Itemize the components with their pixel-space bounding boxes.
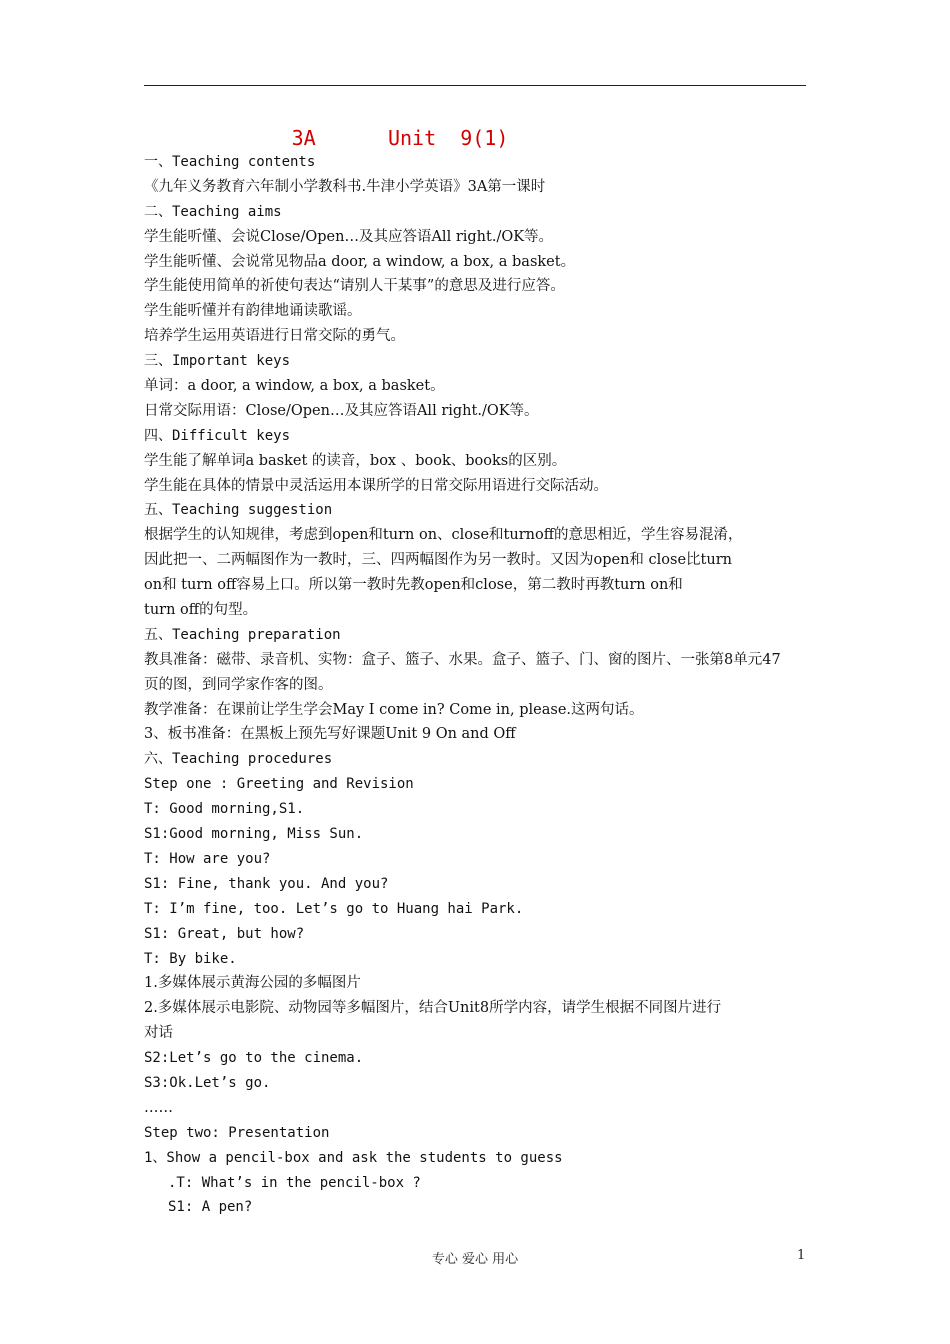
text-line: 1、Show a pencil-box and ask the students to guess (144, 1149, 563, 1166)
text-line: 对话 (144, 1025, 173, 1042)
text-line: S1: Fine, thank you. And you? (144, 875, 389, 892)
text-line: S2:Let’s go to the cinema. (144, 1050, 364, 1067)
text-line: 学生能使用简单的祈使句表达“请别人干某事”的意思及进行应答。 (144, 278, 565, 295)
document-title: 3A Unit 9(1) (291, 126, 509, 150)
text-line: on和 turn off容易上口。所以第一教时先教open和close，第二教时再教turn on和 (144, 577, 683, 594)
text-line: …… (144, 1099, 173, 1116)
text-line: 日常交际用语：Close/Open…及其应答语All right./OK等。 (144, 402, 539, 419)
text-line: 《九年义务教育六年制小学教科书.牛津小学英语》3A第一课时 (144, 178, 546, 195)
text-line: turn off的句型。 (144, 602, 258, 619)
text-line: 教具准备：磁带、录音机、实物：盒子、篮子、水果。盒子、篮子、门、窗的图片、一张第8单元47 (144, 651, 781, 668)
text-line: .T: What’s in the pencil-box ? (168, 1174, 421, 1191)
header-rule (144, 85, 806, 86)
text-line: 页的图，到同学家作客的图。 (144, 676, 333, 693)
text-line: 2.多媒体展示电影院、动物园等多幅图片，结合Unit8所学内容，请学生根据不同图片进行 (144, 1000, 722, 1017)
page-footer: 专心 爱心 用心 (431, 1252, 519, 1267)
text-line: Step one : Greeting and Revision (144, 776, 414, 793)
text-line: 学生能了解单词a basket 的读音，box 、book、books的区别。 (144, 452, 567, 469)
text-line: S1:Good morning, Miss Sun. (144, 826, 364, 843)
text-line: 学生能在具体的情景中灵活运用本课所学的日常交际用语进行交际活动。 (144, 477, 608, 494)
text-line: 二、Teaching aims (144, 203, 282, 220)
text-line: T: Good morning,S1. (144, 801, 305, 818)
text-line: 学生能听懂、会说常见物品a door, a window, a box, a basket。 (144, 253, 576, 270)
text-line: 三、Important keys (144, 353, 291, 370)
text-line: T: I’m fine, too. Let’s go to Huang hai Park. (144, 900, 524, 917)
text-line: S1: Great, but how? (144, 925, 305, 942)
text-line: S3:Ok.Let’s go. (144, 1074, 271, 1091)
text-line: 因此把一、二两幅图作为一教时，三、四两幅图作为另一教时。又因为open和 close比turn (144, 552, 732, 569)
text-line: 3、板书准备：在黑板上预先写好课题Unit 9 On and Off (144, 726, 516, 743)
text-line: 六、Teaching procedures (144, 751, 333, 768)
text-line: 单词：a door, a window, a box, a basket。 (144, 378, 445, 395)
text-line: 学生能听懂并有韵律地诵读歌谣。 (144, 303, 362, 320)
text-line: 五、Teaching suggestion (144, 502, 333, 519)
text-line: 根据学生的认知规律，考虑到open和turn on、close和turnoff的意思相近，学生容易混淆， (144, 527, 743, 544)
text-line: 一、Teaching contents (144, 154, 316, 170)
text-line: T: How are you? (144, 850, 271, 867)
text-line: 1.多媒体展示黄海公园的多幅图片 (144, 975, 361, 992)
text-line: 培养学生运用英语进行日常交际的勇气。 (144, 328, 405, 345)
text-line: 学生能听懂、会说Close/Open…及其应答语All right./OK等。 (144, 228, 554, 245)
text-line: S1: A pen? (168, 1199, 253, 1216)
text-line: 五、Teaching preparation (144, 626, 341, 643)
text-line: Step two: Presentation (144, 1124, 330, 1141)
page-number: 1 (797, 1248, 806, 1263)
text-line: 教学准备：在课前让学生学会May I come in? Come in, please.这两句话。 (144, 701, 644, 718)
document-body (144, 150, 808, 1220)
text-line: T: By bike. (144, 950, 237, 967)
text-line: 四、Difficult keys (144, 427, 291, 444)
